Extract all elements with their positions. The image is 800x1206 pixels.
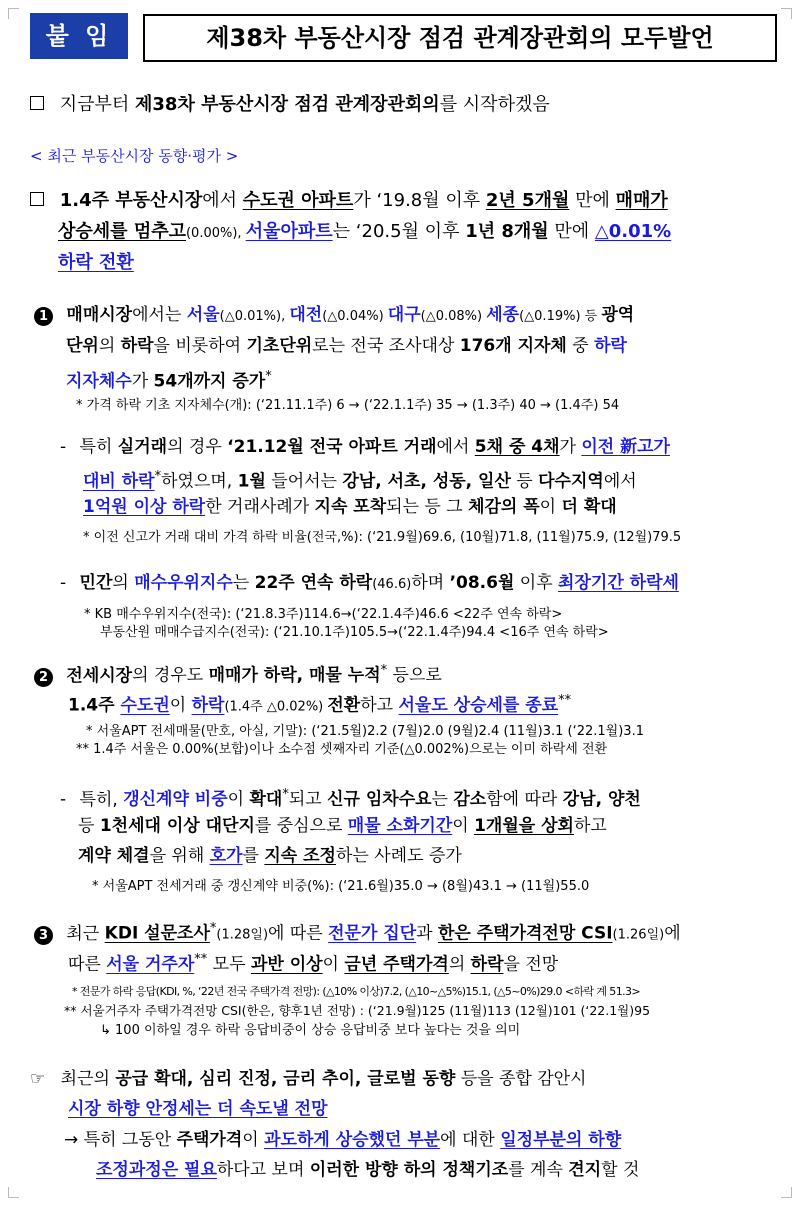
text: 하락 [191,695,225,716]
text: 대전 [289,305,323,325]
text: 확대 [249,789,283,810]
conclusion-line3 [64,1125,621,1155]
text: 이 [242,1130,265,1150]
text: 매매가 하락, 매물 누적 [208,665,381,686]
text: 에 대한 [440,1130,501,1150]
text: 민간 [79,573,113,593]
text: 의 [98,336,121,356]
text: 매수우위지수 [134,573,233,593]
dash1-line1 [60,432,670,462]
text: 를 [242,846,265,866]
item1-note: * 가격 하락 기초 지자체수(개): (‘21.11.1주) 6 → (‘22.1.1주) 35 → (1.3주) 40 → (1.4주) 54 [76,398,620,413]
text: 매매가 [615,190,668,211]
text: (46.6) [372,577,412,592]
para1-line1 [30,186,668,216]
text: 따른 [68,954,107,975]
text: 되는 등 그 [386,497,469,517]
text: 이 [227,789,250,810]
text: 의 [112,573,135,593]
text: 에 따른 [268,923,329,944]
conclusion-line1 [30,1064,586,1094]
text: KDI 설문조사 [104,923,210,944]
number-marker-icon: 3 [34,926,53,945]
text: 특히, [79,789,124,810]
text: 이러한 방향 하의 정책기조 [309,1160,509,1180]
intro-suffix: 를 시작하겠음 [439,94,550,115]
conclusion-line2: 시장 하향 안정세는 더 속도낼 전망 [68,1099,328,1119]
page-title: 제38차 부동산시장 점검 관계장관회의 모두발언 [143,14,777,62]
text: 다수지역 [538,471,604,492]
text: 등을 종합 감안시 [455,1069,587,1089]
dash-bullet: - [60,437,67,457]
text: 한은 주택가격전망 CSI [437,923,613,944]
text: 1.4주 [68,695,121,716]
corner-mark [781,1187,792,1198]
text: 하며 [411,573,450,593]
item3-line2 [68,945,558,980]
text: 전세시장 [66,665,133,686]
corner-mark [8,8,19,19]
item2-note1: * 서울APT 전세매물(만호, 아실, 기말): (‘21.5월)2.2 (7월)2.0 (9월)2.4 (11월)3.1 (‘22.1월)3.1 [86,724,644,739]
text: 1천세대 이상 대단지 [99,816,255,836]
text: 서울아파트 [245,221,333,242]
text: 1.4주 부동산시장 [59,190,203,211]
text: 하락 [120,336,154,356]
item3-note1: * 전문가 하락 응답(KDI, %, ‘22년 전국 주택가격 전망): (△10% 이상)7.2, (△10~△5%)15.1, (△5~0%)29.0 <하락 계 51.3> [72,985,641,998]
item3-note3: ↳ 100 이하일 경우 하락 응답비중이 상승 응답비중 보다 높다는 것을 의미 [100,1023,521,1038]
text: 1년 8개월 [465,221,549,242]
text: 단위 [66,336,99,356]
text: 하고 [573,816,607,836]
text: 가 ‘19.8월 이후 [353,190,486,211]
text: 이 [452,816,475,836]
text: 지속 조정 [264,846,336,866]
text: 기초단위 [246,336,313,356]
dash3-note: * 서울APT 전세거래 중 갱신계약 비중(%): (‘21.6월)35.0 → (8월)43.1 → (11월)55.0 [92,879,590,894]
text: 이 [169,695,192,716]
text: * [265,369,272,384]
text: 대비 하락 [83,471,155,492]
text: 를 중심으로 [254,816,348,836]
text: 는 [232,573,255,593]
text: (△0.08%) [420,309,487,324]
text: 지자체수 [66,371,132,392]
text: * [282,787,289,802]
text: 만에 [548,221,595,242]
text: 5채 중 4채 [474,437,560,457]
text: 하락 [470,954,504,975]
text: 공급 확대, 심리 진정, 금리 추이, 글로벌 동향 [115,1069,456,1089]
text: 에서 [202,190,243,211]
text: 하고 [360,695,399,716]
attachment-badge: 붙 임 [30,13,128,59]
text: 가 [559,437,582,457]
text: 을 위해 [149,846,210,866]
text: (0.00%), [185,226,246,241]
text: 과 [416,923,438,944]
item1-line1 [34,300,634,332]
text: 함에 따라 [486,789,563,810]
text: 지속 포착 [314,497,387,517]
text: 에서 [436,437,475,457]
dash1-line3 [83,492,617,522]
conclusion-line4 [96,1155,639,1185]
text: 이 [539,497,562,517]
text: 매매시장 [66,305,133,325]
text: 할 것 [601,1160,640,1180]
text: 최장기간 하락세 [558,573,679,593]
number-marker-icon: 2 [34,668,53,687]
text: 대구 [387,305,421,325]
para1-line2 [58,217,671,249]
text: 실거래 [117,437,168,457]
dash3-line3 [78,841,462,871]
text: △0.01% [594,221,672,242]
text: (1.26일) [612,927,665,943]
text: 서울 거주자 [106,954,195,975]
text: 의 경우도 [132,665,209,686]
text: * [209,921,217,936]
text: 는 [431,789,454,810]
text: 등으로 [387,665,442,686]
text: 의 경우 [167,437,228,457]
intro-text: 지금부터 [59,94,136,115]
text: 이 [322,954,345,975]
dash2-note1: * KB 매수우위지수(전국): (‘21.8.3주)114.6→(‘22.1.4주)46.6 <22주 연속 하락> [84,607,563,622]
text: 만에 [569,190,616,211]
text: 들어서는 [265,471,343,492]
text: 이전 新고가 [581,437,670,457]
text: ‘21.12월 전국 아파트 거래 [227,437,437,457]
text: 되고 [288,789,328,810]
text: 의 [448,954,471,975]
text: 서울도 상승세를 종료 [398,695,559,716]
text: 는 ‘20.5월 이후 [332,221,466,242]
text: 을 전망 [503,954,559,975]
item2-note2: ** 1.4주 서울은 0.00%(보합)이나 소수점 셋째자리 기준(△0.002%)으로는 이미 하락세 전환 [76,742,608,757]
text: 176개 지자체 [459,336,567,356]
text: 로는 전국 조사대상 [312,336,460,356]
dash3-line1 [60,780,641,815]
item2-line2 [68,686,571,723]
text: * [154,469,162,484]
text: 모두 [207,954,251,975]
text: 하였으며, [161,471,238,492]
text: 에 [664,923,681,944]
text: ** [558,693,572,708]
text: 과도하게 상승했던 부분 [264,1130,441,1150]
text: (1.4주 △0.02%) [224,699,328,715]
text: 매물 소화기간 [347,816,453,836]
text: 강남, 서초, 성동, 일산 [342,471,511,492]
text: 한 거래사례가 [205,497,315,517]
text: 22주 연속 하락 [254,573,373,593]
text: 계약 체결 [78,846,150,866]
item1-line3 [66,362,272,397]
text: 전환 [327,695,361,716]
text: 전문가 집단 [328,923,417,944]
text: 중 [566,336,595,356]
dash-bullet: - [60,789,67,810]
text: 특히 [79,437,118,457]
text: 견지 [568,1160,602,1180]
corner-mark [781,8,792,19]
text: 하락 [594,336,627,356]
text: 1개월을 상회 [474,816,574,836]
dash2-note2: 부동산원 매매수급지수(전국): (‘21.10.1주)105.5→(‘22.1.4주)94.4 <16주 연속 하락> [100,625,609,640]
text: 금년 주택가격 [344,954,449,975]
item1-line2 [66,331,627,361]
text: 하다고 보며 [216,1160,310,1180]
text: 과반 이상 [250,954,323,975]
text: 최근 [66,923,105,944]
text: 이후 [514,573,559,593]
dash-bullet: - [60,573,67,593]
dash1-note: * 이전 신고가 거래 대비 가격 하락 비율(전국,%): (‘21.9월)69.6, (10월)71.8, (11월)75.9, (12월)79.5 [83,530,682,545]
text: 수도권 [120,695,170,716]
text: 강남, 양천 [562,789,641,810]
intro-line [30,90,550,120]
dash3-line2 [78,811,607,841]
text: (△0.19%) 등 [519,309,602,324]
text: 을 비롯하여 [153,336,247,356]
text: → 특히 그동안 [64,1130,177,1150]
text: * [380,663,388,678]
para1-line3: 하락 전환 [58,252,134,273]
pointing-hand-icon: ☞ [30,1069,46,1089]
text: ’08.6월 [449,573,515,593]
text: 등 [510,471,539,492]
text: 에서 [603,471,637,492]
text: (△0.01%), [219,309,290,324]
text: ** [194,952,208,967]
text: 주택가격 [176,1130,243,1150]
text: 체감의 폭 [468,497,540,517]
text: 일정부분의 하향 [500,1130,622,1150]
text: 호가 [209,846,243,866]
text: 하는 사례도 증가 [335,846,462,866]
square-bullet-icon [30,192,44,206]
text: 세종 [486,305,520,325]
text: (△0.04%) [322,309,388,324]
text: 수도권 아파트 [242,190,354,211]
text: 1월 [237,471,266,492]
item3-note2: ** 서울거주자 주택가격전망 CSI(한은, 향후1년 전망) : (‘21.9월)125 (11월)113 (12월)101 (‘22.1월)95 [64,1003,651,1018]
corner-mark [8,1187,19,1198]
text: 조정과정은 필요 [96,1160,217,1180]
text: 상승세를 멈추고 [58,221,186,242]
square-bullet-icon [30,96,44,110]
text: 를 계속 [508,1160,569,1180]
dash2-line1 [60,568,679,600]
text: 서울 [186,305,220,325]
text: 감소 [453,789,487,810]
section-label: < 최근 부동산시장 동향·평가 > [30,147,239,165]
text: 1억원 이상 하락 [83,497,206,517]
text: 더 확대 [561,497,617,517]
text: 신규 임차수요 [327,789,432,810]
text: (1.28일) [216,927,269,943]
text: 광역 [601,305,635,325]
number-marker-icon: 1 [34,307,53,326]
text: 54개까지 증가 [153,371,266,392]
text: 가 [131,371,154,392]
text: 에서는 [132,305,187,325]
intro-bold: 제38차 부동산시장 점검 관계장관회의 [135,94,440,115]
text: 갱신계약 비중 [123,789,228,810]
text: 2년 5개월 [485,190,570,211]
text: 최근의 [60,1069,116,1089]
text: 등 [78,816,100,836]
